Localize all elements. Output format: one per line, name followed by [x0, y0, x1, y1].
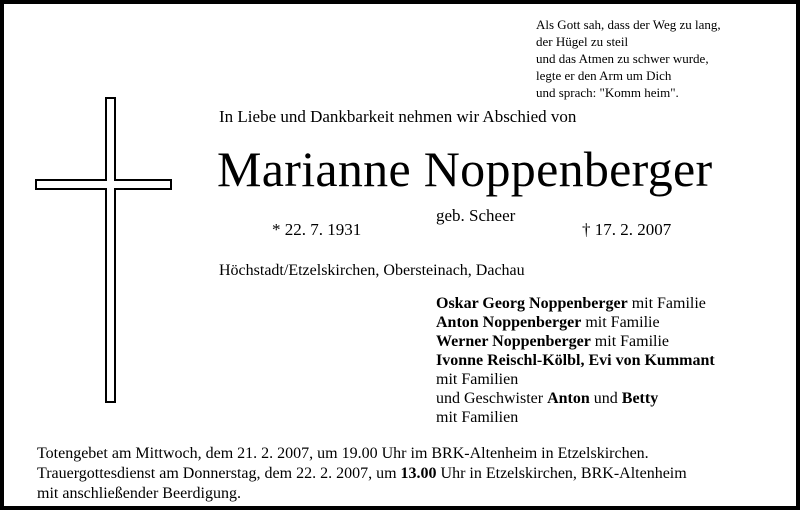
mourner-name: Ivonne Reischl-Kölbl, Evi von Kummant — [436, 352, 715, 369]
mourner-name: Oskar Georg Noppenberger — [436, 295, 628, 312]
places-text: Höchstadt/Etzelskirchen, Obersteinach, Dachau — [219, 262, 525, 279]
mass-time: 13.00 — [400, 465, 437, 482]
mass-info-text: Uhr in Etzelskirchen, BRK-Altenheim — [436, 465, 687, 482]
mass-info-text: Trauergottesdienst am Donnerstag, dem 22. 2. 2007, um — [37, 465, 401, 482]
mourner-line: mit Familien — [436, 409, 519, 426]
mourner-line — [436, 351, 715, 370]
sibling-name: Anton — [547, 390, 590, 407]
poem-line: Als Gott sah, dass der Weg zu lang, — [536, 17, 721, 32]
mourner-line — [436, 313, 715, 332]
poem-line: der Hügel zu steil — [536, 34, 629, 49]
mourner-prefix: und Geschwister — [436, 390, 548, 407]
birth-date: * 22. 7. 1931 — [272, 220, 362, 239]
mourner-name: Werner Noppenberger — [436, 333, 591, 350]
mourner-line — [436, 294, 715, 313]
mourner-line: mit Familien — [436, 371, 519, 388]
deceased-name: Marianne Noppenberger — [217, 141, 713, 197]
sibling-name: Betty — [621, 390, 659, 407]
poem-line: und das Atmen zu schwer wurde, — [536, 51, 709, 66]
mourner-conjunction: und — [589, 390, 622, 407]
death-date: † 17. 2. 2007 — [582, 220, 672, 239]
mourner-suffix: mit Familie — [590, 333, 670, 350]
mourner-suffix: mit Familie — [627, 295, 706, 312]
mourner-line — [436, 332, 715, 351]
mourners-list — [436, 294, 715, 427]
mass-info — [37, 464, 687, 484]
mourner-name: Anton Noppenberger — [436, 314, 582, 331]
intro-text: In Liebe und Dankbarkeit nehmen wir Abschied von — [219, 107, 577, 126]
poem-line: legte er den Arm um Dich — [536, 68, 672, 83]
poem-line: und sprach: "Komm heim". — [536, 85, 679, 100]
mourner-suffix: mit Familie — [581, 314, 660, 331]
prayer-info: Totengebet am Mittwoch, dem 21. 2. 2007, um 19.00 Uhr im BRK-Altenheim in Etzelskirchen. — [37, 445, 649, 462]
cross-icon — [34, 96, 174, 406]
service-info — [37, 444, 687, 504]
poem — [536, 16, 721, 101]
burial-info: mit anschließender Beerdigung. — [37, 485, 241, 502]
maiden-name: geb. Scheer — [436, 206, 516, 225]
mourner-line — [436, 389, 715, 408]
